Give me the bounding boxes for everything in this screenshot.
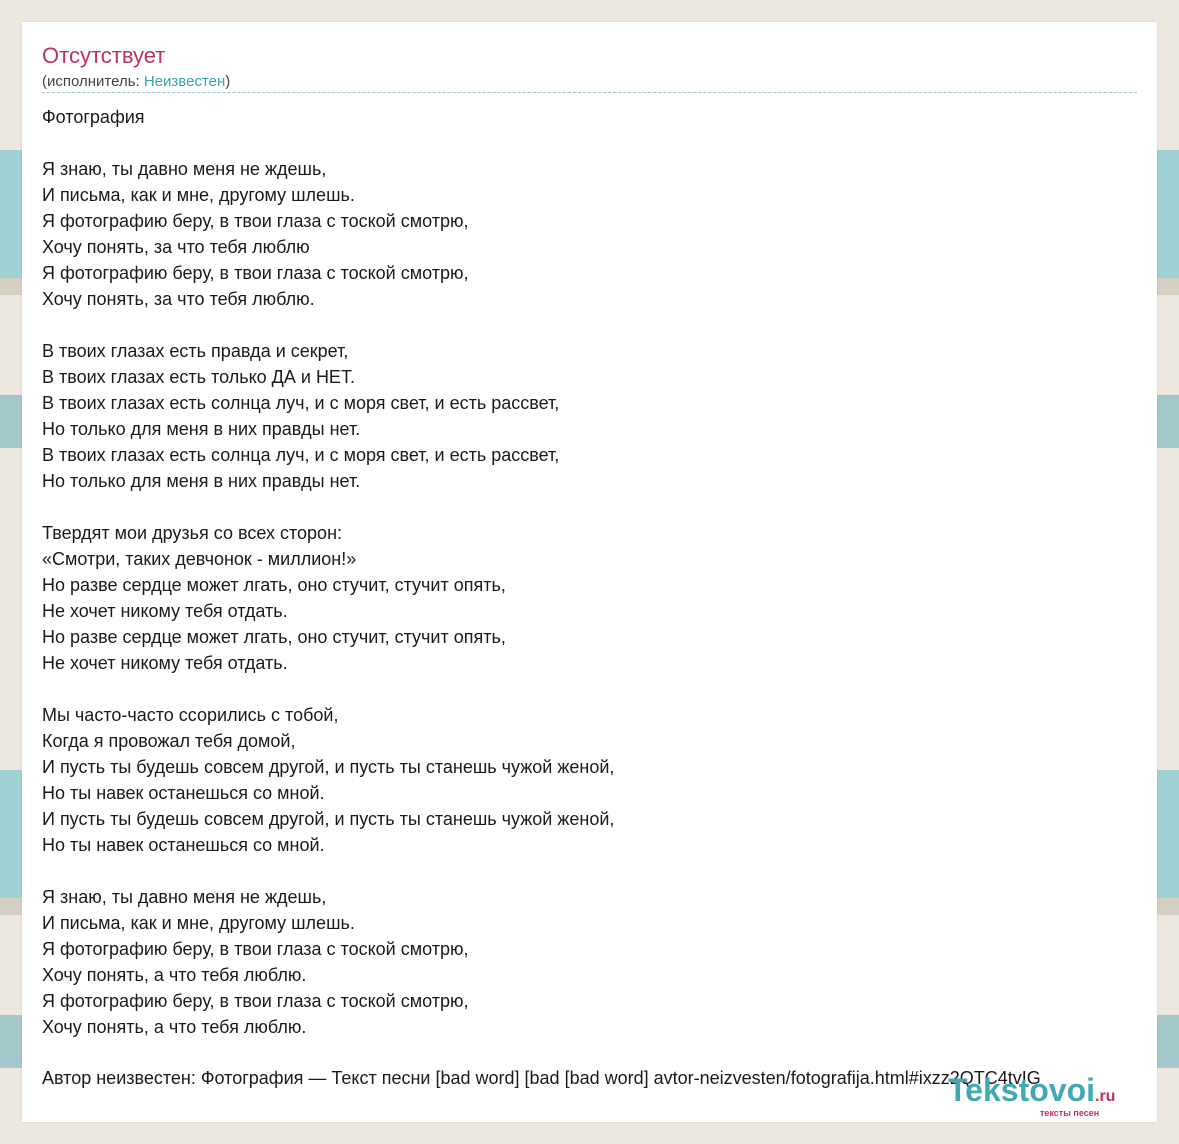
lyric-line: Когда я провожал тебя домой, xyxy=(42,731,296,751)
lyric-line: И письма, как и мне, другому шлешь. xyxy=(42,913,355,933)
lyric-line: Я фотографию беру, в твои глаза с тоской смотрю, xyxy=(42,939,469,959)
performer-line xyxy=(42,73,230,91)
lyric-line: Но разве сердце может лгать, оно стучит, стучит опять, xyxy=(42,575,506,595)
stanza-gap xyxy=(42,312,614,338)
lyric-line: Я фотографию беру, в твои глаза с тоской смотрю, xyxy=(42,211,469,231)
lyric-line: «Смотри, таких девчонок - миллион!» xyxy=(42,549,357,569)
lyric-line: В твоих глазах есть только ДА и НЕТ. xyxy=(42,367,355,387)
stanza-gap xyxy=(42,676,614,702)
site-logo[interactable] xyxy=(948,1072,1116,1118)
lyric-line: Но ты навек останешься со мной. xyxy=(42,835,325,855)
page-title: Отсутствует xyxy=(42,43,166,68)
lyric-line: Я фотографию беру, в твои глаза с тоской смотрю, xyxy=(42,991,469,1011)
lyric-line: Мы часто-часто ссорились с тобой, xyxy=(42,705,339,725)
lyric-line: Я фотографию беру, в твои глаза с тоской смотрю, xyxy=(42,263,469,283)
lyric-line: И пусть ты будешь совсем другой, и пусть ты станешь чужой женой, xyxy=(42,757,615,777)
lyric-line: Хочу понять, а что тебя люблю. xyxy=(42,965,307,985)
lyric-line: Не хочет никому тебя отдать. xyxy=(42,601,288,621)
lyric-line: Но только для меня в них правды нет. xyxy=(42,419,361,439)
stanza-gap xyxy=(42,494,614,520)
source-attribution: Автор неизвестен: Фотография — Текст песни [bad word] [bad [bad word] avtor-neizvesten/fotografija.html#ixzz2QTC4tvIG xyxy=(42,1068,1041,1088)
lyric-line: В твоих глазах есть правда и секрет, xyxy=(42,341,349,361)
lyric-line: Но разве сердце может лгать, оно стучит, стучит опять, xyxy=(42,627,506,647)
lyric-line: Хочу понять, за что тебя люблю. xyxy=(42,289,315,309)
lyrics-text xyxy=(42,104,614,1040)
lyrics-card xyxy=(22,22,1157,1122)
song-name: Фотография xyxy=(42,107,145,127)
lyric-line: И пусть ты будешь совсем другой, и пусть ты станешь чужой женой, xyxy=(42,809,615,829)
lyric-line: В твоих глазах есть солнца луч, и с моря свет, и есть рассвет, xyxy=(42,393,560,413)
stanza-gap xyxy=(42,858,614,884)
lyric-line: Хочу понять, а что тебя люблю. xyxy=(42,1017,307,1037)
lyric-line: Не хочет никому тебя отдать. xyxy=(42,653,288,673)
lyric-line: Но ты навек останешься со мной. xyxy=(42,783,325,803)
logo-brand: Tekstovoi xyxy=(948,1072,1095,1108)
lyric-line: В твоих глазах есть солнца луч, и с моря свет, и есть рассвет, xyxy=(42,445,560,465)
lyric-line: Но только для меня в них правды нет. xyxy=(42,471,361,491)
lyric-line: Я знаю, ты давно меня не ждешь, xyxy=(42,887,327,907)
header-divider xyxy=(42,92,1137,93)
logo-tagline: тексты песен xyxy=(1040,1108,1100,1118)
lyric-line: Твердят мои друзья со всех сторон: xyxy=(42,523,343,543)
performer-prefix: (исполнитель: xyxy=(42,73,144,90)
performer-link[interactable]: Неизвестен xyxy=(143,73,226,90)
stanza-gap xyxy=(42,130,614,156)
lyric-line: Хочу понять, за что тебя люблю xyxy=(42,237,310,257)
lyric-line: И письма, как и мне, другому шлешь. xyxy=(42,185,355,205)
logo-tld: .ru xyxy=(1095,1088,1116,1105)
lyric-line: Я знаю, ты давно меня не ждешь, xyxy=(42,159,327,179)
performer-suffix: ) xyxy=(225,73,231,90)
